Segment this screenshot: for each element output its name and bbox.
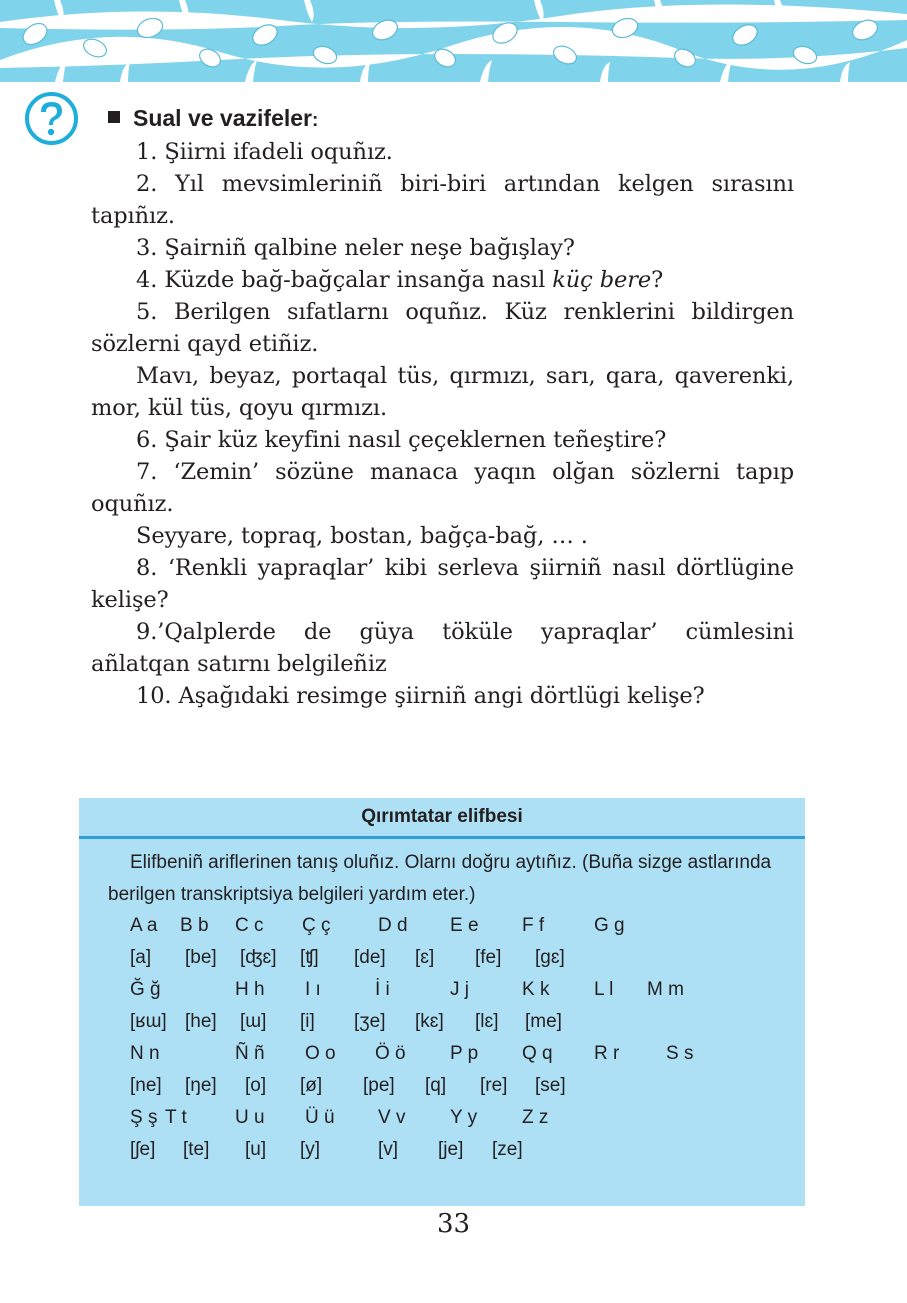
alphabet-transcription: [ʁɯ] [130, 1011, 167, 1032]
alphabet-letter: Q q [522, 1043, 553, 1064]
alphabet-transcription: [ʃe] [130, 1139, 156, 1160]
alphabet-transcription: [te] [183, 1139, 210, 1160]
square-bullet-icon [108, 111, 120, 123]
alphabet-transcription: [lɛ] [475, 1011, 499, 1032]
alphabet-box-intro: Elifbeniñ ariflerinen tanış oluñız. Olarnı doğru aytıñız. (Buña sizge astlarında berilgen transkriptsiya belgileri yardım eter.) [108, 852, 772, 905]
question-item-text: 4. Küzde bağ-bağçalar insanğa nasıl [136, 267, 553, 293]
section-title-colon: : [312, 110, 319, 131]
alphabet-letter: P p [450, 1043, 479, 1064]
alphabet-letter: Y y [450, 1107, 478, 1128]
alphabet-letter: U u [235, 1107, 265, 1128]
questions-list [91, 136, 794, 712]
question-item: 6. Şair küz keyfini nasıl çeçeklernen teñeştire? [136, 427, 667, 453]
alphabet-transcription: [re] [480, 1075, 508, 1096]
question-item: 3. Şairniñ qalbine neler neşe bağışlay? [136, 235, 575, 261]
alphabet-transcription: [pe] [363, 1075, 395, 1096]
floral-ornament-banner [0, 0, 907, 82]
alphabet-transcription: [a] [130, 947, 152, 968]
alphabet-transcription: [kɛ] [415, 1011, 444, 1032]
alphabet-transcription: [ø] [300, 1075, 323, 1096]
alphabet-letter: Z z [522, 1107, 549, 1128]
alphabet-transcription: [u] [245, 1139, 267, 1160]
alphabet-transcription: [ʧ] [300, 947, 319, 968]
question-item: 5. Berilgen sıfatlarnı oquñız. Küz renklerini bildirgen sözlerni qayd etiñiz. [91, 299, 794, 357]
alphabet-transcription: [ne] [130, 1075, 162, 1096]
alphabet-transcription: [je] [438, 1139, 464, 1160]
alphabet-letter: Ö ö [375, 1043, 406, 1064]
section-title-text: Sual ve vazifeler [133, 105, 312, 131]
question-item-text: ? [651, 267, 664, 293]
alphabet-letter: D d [378, 915, 408, 936]
alphabet-transcription: [v] [378, 1139, 399, 1160]
alphabet-transcription: [i] [300, 1011, 315, 1032]
alphabet-transcription: [y] [300, 1139, 321, 1160]
alphabet-letter: A a [130, 915, 158, 936]
question-item: 8. ‘Renkli yapraqlar’ kibi serleva şiirniñ nasıl dörtlügine kelişe? [91, 555, 794, 613]
question-item: 1. Şiirni ifadeli oquñız. [136, 139, 393, 165]
alphabet-letter: Ü ü [305, 1107, 335, 1128]
alphabet-transcription: [ɯ] [240, 1011, 267, 1032]
alphabet-letter: J j [450, 979, 469, 1000]
alphabet-letter: İ i [375, 979, 390, 1000]
question-mark-icon [24, 91, 79, 146]
alphabet-transcription: [gɛ] [535, 947, 565, 968]
question-item: 2. Yıl mevsimleriniñ biri-biri artından kelgen sırasını tapıñız. [91, 171, 794, 229]
alphabet-transcription: [ze] [492, 1139, 523, 1160]
question-item: 10. Aşağıdaki resimge şiirniñ angi dörtlügi kelişe? [136, 683, 705, 709]
alphabet-letter: R r [594, 1043, 620, 1064]
alphabet-transcription: [se] [535, 1075, 566, 1096]
alphabet-letter: G g [594, 915, 625, 936]
question-item [91, 264, 794, 296]
alphabet-letter: O o [305, 1043, 336, 1064]
alphabet-box [79, 798, 805, 1206]
alphabet-letter: L l [594, 979, 614, 1000]
alphabet-transcription: [de] [354, 947, 386, 968]
alphabet-box-title: Qırımtatar elifbesi [79, 798, 805, 839]
alphabet-letter: Ç ç [302, 915, 331, 936]
alphabet-letter: V v [378, 1107, 406, 1128]
alphabet-letter: Ñ ñ [235, 1043, 265, 1064]
alphabet-letter: K k [522, 979, 550, 1000]
question-item: Seyyare, topraq, bostan, bağça-bağ, … . [136, 523, 588, 549]
question-item: Mavı, beyaz, portaqal tüs, qırmızı, sarı, qara, qaverenki, mor, kül tüs, qoyu qırmızı. [91, 363, 794, 421]
alphabet-transcription: [ʤɛ] [240, 947, 277, 968]
alphabet-transcription: [ɛ] [415, 947, 435, 968]
section-title [108, 104, 318, 135]
alphabet-letter: S s [666, 1043, 694, 1064]
alphabet-letter: M m [647, 979, 684, 1000]
alphabet-letter: H h [235, 979, 265, 1000]
alphabet-transcription: [o] [245, 1075, 267, 1096]
alphabet-transcription: [ʒe] [354, 1011, 386, 1032]
alphabet-letter: I ı [305, 979, 321, 1000]
alphabet-letter: B b [180, 915, 209, 936]
alphabet-letter: T t [165, 1107, 187, 1128]
page-number: 33 [436, 1209, 471, 1239]
alphabet-letter: Ğ ğ [130, 979, 161, 1000]
alphabet-transcription: [fe] [475, 947, 502, 968]
question-item: 7. ‘Zemin’ sözüne manaca yaqın olğan sözlerni tapıp oquñız. [91, 459, 794, 517]
alphabet-transcription: [me] [525, 1011, 562, 1032]
alphabet-transcription: [ŋe] [185, 1075, 217, 1096]
alphabet-letter: F f [522, 915, 545, 936]
alphabet-transcription: [q] [425, 1075, 447, 1096]
alphabet-transcription: [he] [185, 1011, 217, 1032]
alphabet-letter: C c [235, 915, 264, 936]
alphabet-letter: Ş ş [130, 1107, 158, 1128]
question-item: 9.’Qalplerde de güya tökülе yapraqlar’ cümlesini añlatqan satırnı belgileñiz [91, 619, 794, 677]
alphabet-transcription: [be] [185, 947, 217, 968]
alphabet-letter: N n [130, 1043, 160, 1064]
floral-ornament-icon [0, 0, 907, 82]
alphabet-letter: E e [450, 915, 479, 936]
question-item-emphasis: küç bere [552, 267, 652, 293]
